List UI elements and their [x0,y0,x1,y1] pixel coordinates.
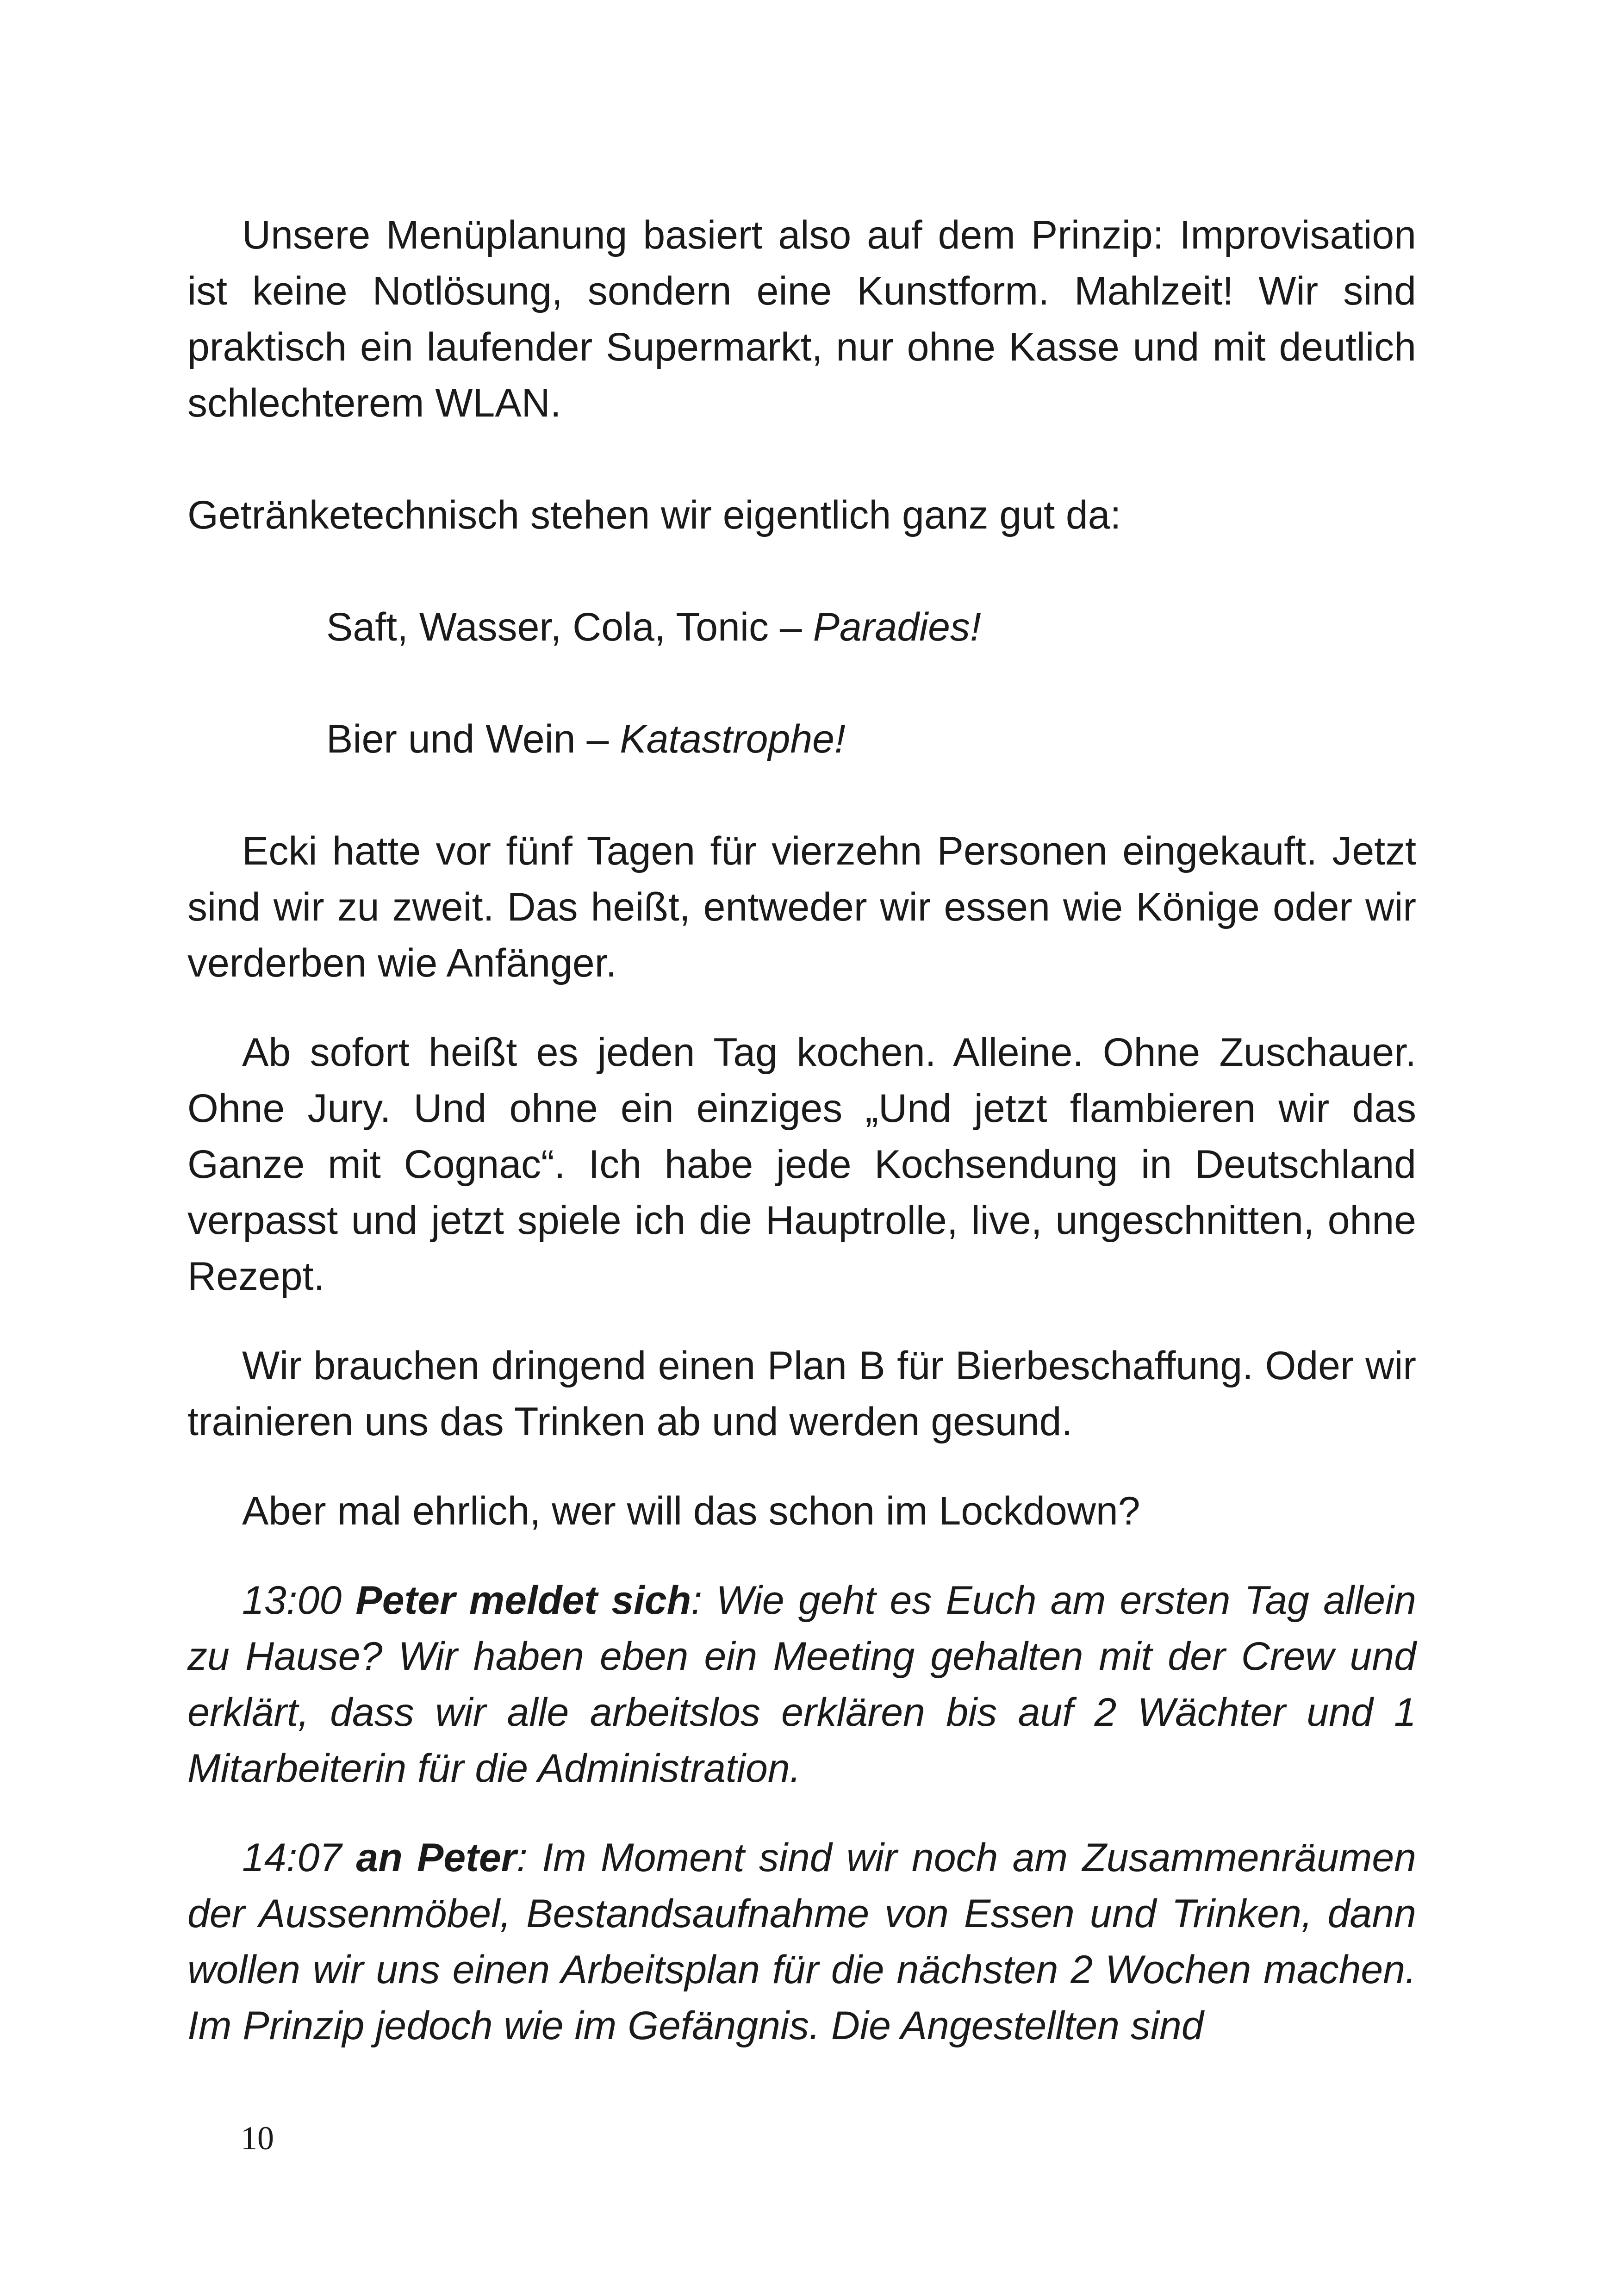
drinks-line-alcohol [187,711,1416,767]
diary-entry-1300 [187,1573,1416,1797]
diary-1300-text: : Wie geht es Euch am ersten Tag allein zu Hause? Wir haben eben ein Meeting gehalten mit der Crew und erklärt, dass wir alle arbeitslos erklären bis auf 2 Wächter und 1 Mitarbeiterin für die Administration. [187,1578,1416,1791]
paragraph-shopping: Ecki hatte vor fünf Tagen für vierzehn Personen eingekauft. Jetzt sind wir zu zweit. Das heißt, entweder wir essen wie Könige oder wir verderben wie Anfänger. [187,829,1416,985]
diary-1300-time: 13:00 [242,1578,356,1623]
drinks-alcohol-text: Bier und Wein – [326,717,620,761]
drinks-alcohol-verdict: Katastrophe! [620,717,846,761]
paragraph-lockdown: Aber mal ehrlich, wer will das schon im Lockdown? [242,1489,1140,1533]
diary-1407-recipient: an Peter [356,1836,517,1880]
page-number: 10 [241,2120,274,2157]
page-body [187,207,1416,2054]
drinks-line-soft [187,599,1416,655]
drinks-soft-verdict: Paradies! [813,605,981,649]
paragraph-plan-b: Wir brauchen dringend einen Plan B für Bierbeschaffung. Oder wir trainieren uns das Trinken ab und werden gesund. [187,1344,1416,1444]
paragraph-drinks-intro: Getränketechnisch stehen wir eigentlich ganz gut da: [187,493,1121,537]
diary-1407-text: : Im Moment sind wir noch am Zusammenräumen der Aussenmöbel, Bestandsaufnahme von Essen und Trinken, dann wollen wir uns einen Arbeitsplan für die nächsten 2 Wochen machen. Im Prinzip jedoch wie im Gefängnis. Die Angestellten sind [187,1836,1416,2048]
diary-1407-time: 14:07 [242,1836,356,1880]
diary-entry-1407 [187,1830,1416,2054]
paragraph-menu-planning: Unsere Menüplanung basiert also auf dem Prinzip: Improvisation ist keine Notlösung, sondern eine Kunstform. Mahlzeit! Wir sind praktisch ein laufender Supermarkt, nur ohne Kasse und mit deutlich schlechterem WLAN. [187,213,1416,425]
drinks-soft-text: Saft, Wasser, Cola, Tonic – [326,605,813,649]
paragraph-cooking: Ab sofort heißt es jeden Tag kochen. Alleine. Ohne Zuschauer. Ohne Jury. Und ohne ein einziges „Und jetzt flambieren wir das Ganze mit Cognac“. Ich habe jede Kochsendung in Deutschland verpasst und jetzt spiele ich die Hauptrolle, live, ungeschnitten, ohne Rezept. [187,1030,1416,1299]
diary-1300-author: Peter meldet sich [355,1578,691,1623]
